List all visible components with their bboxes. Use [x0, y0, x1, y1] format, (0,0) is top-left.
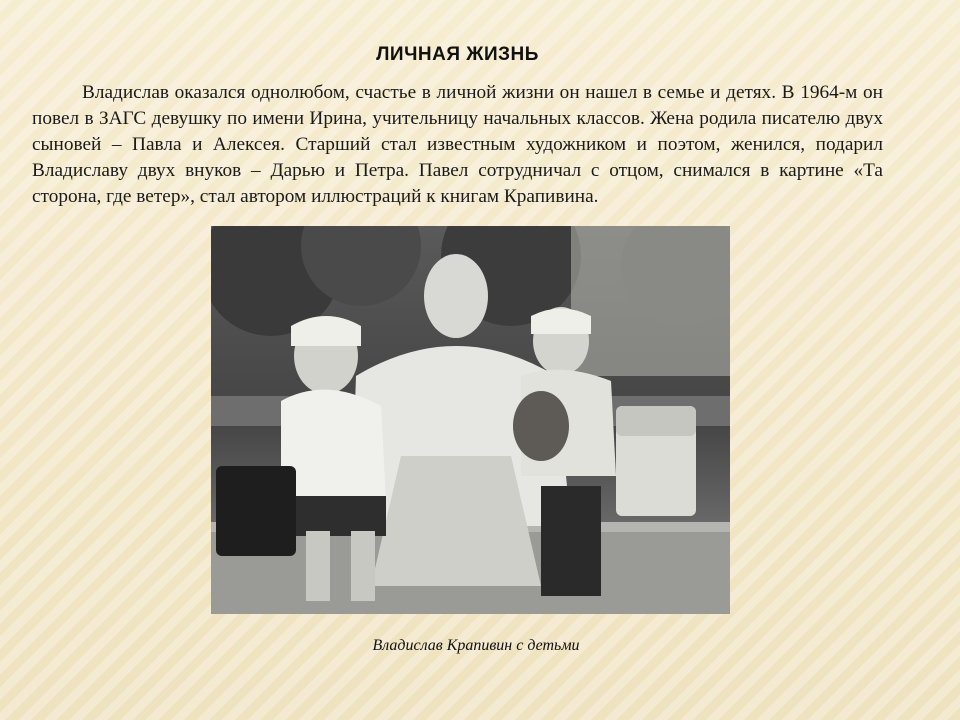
slide-title: ЛИЧНАЯ ЖИЗНЬ — [376, 44, 539, 65]
body-paragraph: Владислав оказался однолюбом, счастье в личной жизни он нашел в семье и детях. В 1964-м он повел в ЗАГС девушку по имени Ирина, учительницу начальных классов. Жена родила писателю двух сыновей – Павла и Алексея. Старший стал известным художником и поэтом, женился, подарил Владиславу двух внуков – Дарью и Петра. Павел сотрудничал с отцом, снимался в картине «Та сторона, где ветер», стал автором иллюстраций к книгам Крапивина. — [32, 82, 883, 207]
family-photo — [211, 226, 730, 614]
photo-caption: Владислав Крапивин с детьми — [372, 637, 580, 654]
family-photo-image — [211, 226, 730, 614]
